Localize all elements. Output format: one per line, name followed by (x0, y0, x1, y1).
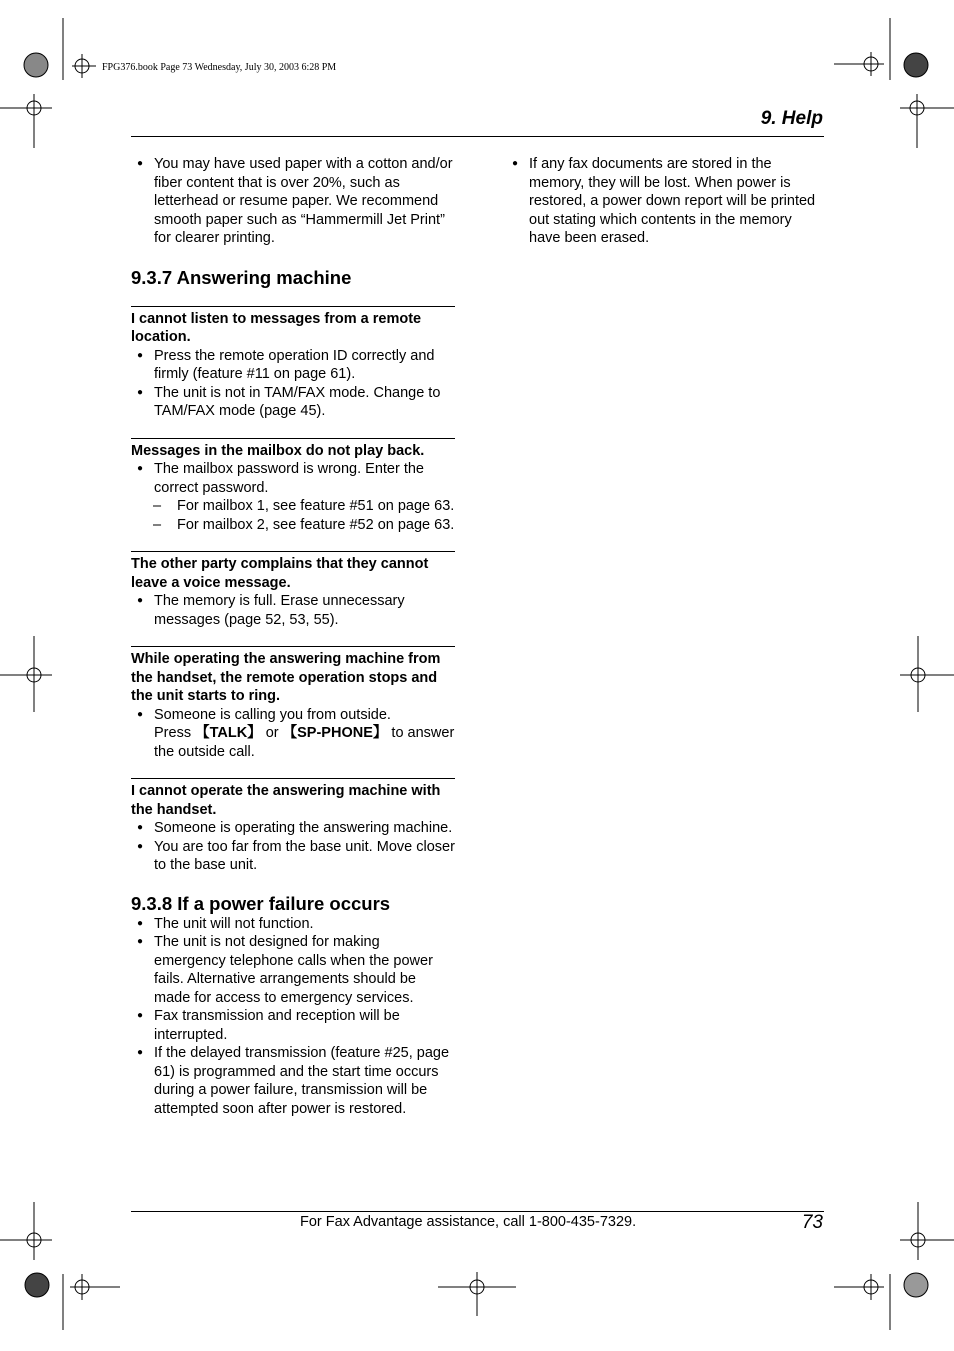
problem-heading: While operating the answering machine from the handset, the remote operation stops and the unit starts to ring. (131, 651, 441, 704)
list-item-text: Someone is calling you from outside. (154, 706, 391, 723)
color-target-icon (24, 53, 48, 77)
problem-heading: I cannot listen to messages from a remote location. (131, 310, 422, 345)
registration-mark (0, 18, 96, 148)
problem-heading: The other party complains that they cannot leave a voice message. (131, 556, 429, 591)
list-item: ● The unit is not in TAM/FAX mode. Change to TAM/FAX mode (page 45). (131, 384, 455, 421)
color-target-icon (25, 1273, 49, 1297)
problem-heading: I cannot operate the answering machine with the handset. (131, 783, 441, 818)
list-item: ● Fax transmission and reception will be interrupted. (131, 1007, 455, 1044)
chapter-title: 9. Help (760, 108, 823, 129)
sub-list-item: – For mailbox 2, see feature #52 on page 63. (131, 516, 455, 535)
registration-mark (834, 18, 954, 148)
list-item: ● You may have used paper with a cotton and/or fiber content that is over 20%, such as letterhead or resume paper. We recommend smooth paper such as “Hammermill Jet Print” for clearer printing. (131, 155, 455, 248)
section-heading: 9.3.8 If a power failure occurs (131, 892, 391, 914)
color-target-icon (904, 53, 928, 77)
list-item: ● The mailbox password is wrong. Enter the correct password. (131, 460, 455, 497)
list-item: ● The memory is full. Erase unnecessary messages (page 52, 53, 55). (131, 592, 455, 629)
page-number: 73 (801, 1212, 823, 1233)
list-item: ● If any fax documents are stored in the memory, they will be lost. When power is restored, a power down report will be printed out stating which contents in the memory have been erased. (506, 155, 824, 248)
list-item (131, 706, 455, 762)
talk-key: 【TALK】 (195, 725, 262, 741)
left-column (131, 155, 455, 1118)
sub-list-item: – For mailbox 1, see feature #51 on page 63. (131, 497, 455, 516)
right-column (506, 155, 824, 248)
print-info: FPG376.book Page 73 Wednesday, July 30, 2003 6:28 PM (102, 62, 337, 73)
list-item: ● The unit will not function. (131, 915, 455, 934)
list-item: ● You are too far from the base unit. Move closer to the base unit. (131, 838, 455, 875)
list-item: ● The unit is not designed for making emergency telephone calls when the power fails. Alternative arrangements should be made for access to emergency services. (131, 933, 455, 1007)
header-rule (131, 136, 824, 137)
press-text: Press (154, 725, 196, 741)
list-item: ● Someone is operating the answering machine. (131, 819, 455, 838)
section-heading: 9.3.7 Answering machine (131, 266, 352, 288)
footer-assistance: For Fax Advantage assistance, call 1-800-435-7329. (300, 1214, 637, 1230)
tail-text: to answer the outside call. (154, 725, 455, 760)
footer-rule (131, 1211, 824, 1212)
list-item: ● Press the remote operation ID correctly and firmly (feature #11 on page 61). (131, 347, 455, 384)
sp-phone-key: 【SP-PHONE】 (282, 725, 388, 741)
problem-heading: Messages in the mailbox do not play back. (131, 442, 425, 459)
list-item: ● If the delayed transmission (feature #25, page 61) is programmed and the start time occurs during a power failure, transmission will be attempted soon after power is restored. (131, 1044, 455, 1118)
or-text: or (261, 725, 283, 741)
color-target-icon (904, 1273, 928, 1297)
